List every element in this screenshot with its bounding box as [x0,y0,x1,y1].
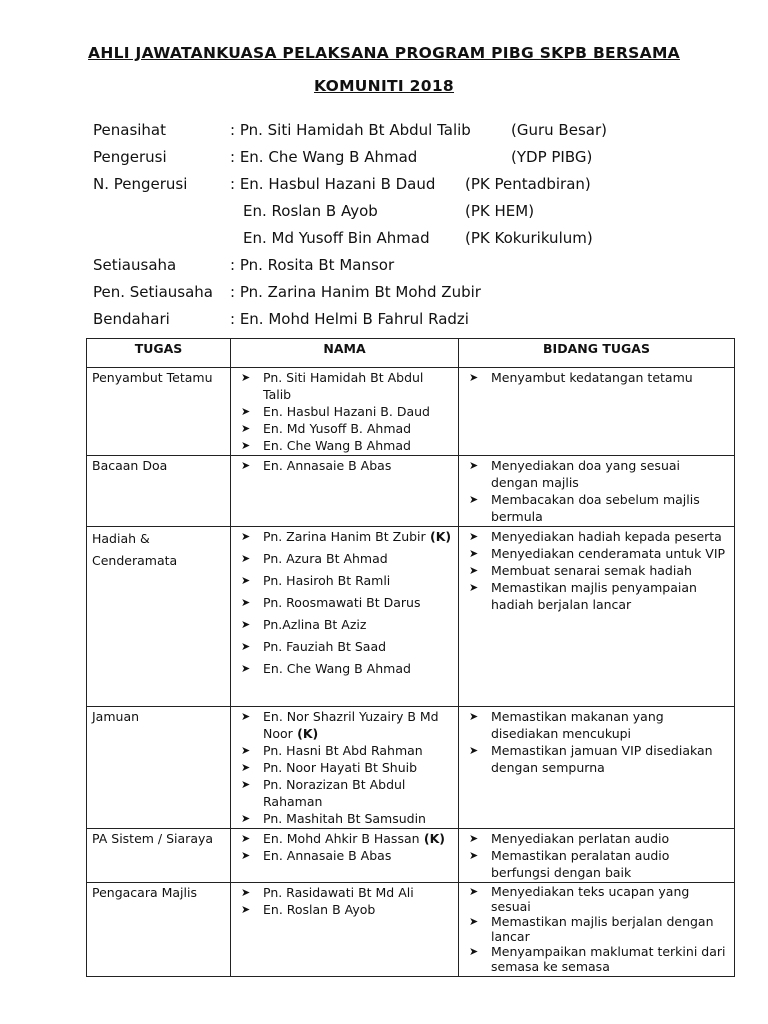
cell-bidang-tugas [459,829,735,883]
list-item-text: Menyediakan hadiah kepada peserta [491,529,722,544]
duty-list [464,708,729,776]
list-item [236,638,453,655]
arrow-bullet-icon: ➤ [469,945,479,958]
member-name: : En. Che Wang B Ahmad [230,148,418,166]
arrow-bullet-icon: ➤ [241,596,251,609]
table-row [87,368,735,456]
arrow-bullet-icon: ➤ [469,371,479,384]
cell-nama [231,707,459,829]
list-item-text: Menyediakan cenderamata untuk VIP [491,546,726,561]
list-item [236,616,453,633]
name-list [236,528,453,677]
list-item-text: En. Annasaie B Abas [263,848,392,863]
arrow-bullet-icon: ➤ [469,710,479,723]
document-title: AHLI JAWATANKUASA PELAKSANA PROGRAM PIBG SKPB BERSAMA [88,44,680,62]
arrow-bullet-icon: ➤ [469,493,479,506]
arrow-bullet-icon: ➤ [469,530,479,543]
list-item-text: En. Annasaie B Abas [263,458,392,473]
arrow-bullet-icon: ➤ [241,552,251,565]
duty-list [464,884,729,974]
role-label: Penasihat [93,121,167,139]
list-item-text: Pn. Fauziah Bt Saad [263,639,387,654]
list-item [236,572,453,589]
list-item [464,914,729,944]
list-item-text: Pn. Norazizan Bt Abdul Rahaman [263,777,406,809]
list-item [236,550,453,567]
list-item-text: Pn.Azlina Bt Aziz [263,617,367,632]
list-item [464,579,729,613]
member-note: (Guru Besar) [511,121,607,139]
list-item-text: Menyediakan doa yang sesuai dengan majlis [491,458,681,490]
arrow-bullet-icon: ➤ [241,761,251,774]
list-item-text: Memastikan makanan yang disediakan mencukupi [491,709,664,741]
role-label: Pen. Setiausaha [93,283,213,301]
name-list [236,830,453,864]
list-item-text: Memastikan majlis berjalan dengan lancar [491,914,714,944]
table-row [87,527,735,707]
table-row [87,883,735,977]
list-item [236,776,453,810]
cell-nama [231,527,459,707]
member-name: En. Roslan B Ayob [243,202,378,220]
list-item-text: Membacakan doa sebelum majlis bermula [491,492,700,524]
list-item [236,369,453,403]
arrow-bullet-icon: ➤ [469,581,479,594]
list-item [236,457,453,474]
duty-table [86,338,735,977]
row-n-pengerusi-2 [93,202,693,229]
list-item-text: Memastikan peralatan audio berfungsi dengan baik [491,848,670,880]
cell-tugas: PA Sistem / Siaraya [87,829,231,883]
cell-bidang-tugas [459,707,735,829]
cell-tugas: Pengacara Majlis [87,883,231,977]
row-bendahari [93,310,693,337]
cell-tugas: Jamuan [87,707,231,829]
coordinator-mark: (K) [419,831,446,846]
list-item [464,944,729,974]
arrow-bullet-icon: ➤ [241,405,251,418]
row-pen-setiausaha [93,283,693,310]
arrow-bullet-icon: ➤ [469,915,479,928]
list-item [236,708,453,742]
document-subtitle: KOMUNITI 2018 [313,77,455,95]
arrow-bullet-icon: ➤ [241,574,251,587]
list-item-text: En. Che Wang B Ahmad [263,661,411,676]
list-item [464,708,729,742]
coordinator-mark: (K) [425,529,452,544]
duty-list [464,528,729,613]
role-label: Bendahari [93,310,170,328]
role-label: N. Pengerusi [93,175,188,193]
member-name: : Pn. Siti Hamidah Bt Abdul Talib [230,121,471,139]
arrow-bullet-icon: ➤ [241,459,251,472]
list-item [236,901,453,918]
list-item [236,759,453,776]
list-item-text: Memastikan jamuan VIP disediakan dengan sempurna [491,743,713,775]
arrow-bullet-icon: ➤ [241,710,251,723]
list-item [236,810,453,827]
name-list [236,457,453,474]
list-item [236,742,453,759]
cell-nama [231,456,459,527]
name-list [236,369,453,454]
member-name: : Pn. Rosita Bt Mansor [230,256,395,274]
cell-bidang-tugas [459,883,735,977]
list-item [236,528,453,545]
arrow-bullet-icon: ➤ [469,832,479,845]
arrow-bullet-icon: ➤ [241,903,251,916]
arrow-bullet-icon: ➤ [241,662,251,675]
arrow-bullet-icon: ➤ [469,885,479,898]
list-item-text: Menyambut kedatangan tetamu [491,370,693,385]
arrow-bullet-icon: ➤ [241,744,251,757]
list-item [464,562,729,579]
member-note: (PK Pentadbiran) [465,175,591,193]
header-nama: NAMA [231,339,459,368]
list-item-text: En. Roslan B Ayob [263,902,376,917]
arrow-bullet-icon: ➤ [241,618,251,631]
list-item [464,545,729,562]
list-item-text: Pn. Zarina Hanim Bt Zubir [263,529,426,544]
list-item-text: Pn. Noor Hayati Bt Shuib [263,760,418,775]
member-note: (PK Kokurikulum) [465,229,593,247]
duty-list [464,369,729,386]
name-list [236,708,453,827]
list-item [236,847,453,864]
arrow-bullet-icon: ➤ [469,564,479,577]
list-item-text: En. Nor Shazril Yuzairy B Md Noor [263,709,439,741]
role-label: Pengerusi [93,148,167,166]
member-name: : En. Hasbul Hazani B Daud [230,175,436,193]
list-item [236,830,453,847]
name-list [236,884,453,918]
arrow-bullet-icon: ➤ [241,422,251,435]
row-setiausaha [93,256,693,283]
row-n-pengerusi [93,175,693,202]
member-name: : En. Mohd Helmi B Fahrul Radzi [230,310,469,328]
arrow-bullet-icon: ➤ [241,439,251,452]
arrow-bullet-icon: ➤ [241,640,251,653]
arrow-bullet-icon: ➤ [241,832,251,845]
member-note: (PK HEM) [465,202,535,220]
list-item [464,884,729,914]
cell-bidang-tugas [459,527,735,707]
list-item [464,830,729,847]
cell-bidang-tugas [459,456,735,527]
arrow-bullet-icon: ➤ [469,547,479,560]
list-item-text: Menyampaikan maklumat terkini dari semasa ke semasa [491,944,726,974]
list-item-text: En. Hasbul Hazani B. Daud [263,404,430,419]
list-item-text: Pn. Rasidawati Bt Md Ali [263,885,414,900]
list-item [464,742,729,776]
cell-tugas: Penyambut Tetamu [87,368,231,456]
arrow-bullet-icon: ➤ [241,530,251,543]
list-item-text: Pn. Roosmawati Bt Darus [263,595,421,610]
list-item [236,660,453,677]
arrow-bullet-icon: ➤ [469,744,479,757]
list-item-text: Pn. Hasiroh Bt Ramli [263,573,391,588]
list-item-text: Pn. Azura Bt Ahmad [263,551,388,566]
list-item-text: Menyediakan perlatan audio [491,831,670,846]
header-tugas: TUGAS [87,339,231,368]
list-item [464,369,729,386]
arrow-bullet-icon: ➤ [241,849,251,862]
list-item-text: Pn. Hasni Bt Abd Rahman [263,743,423,758]
list-item [236,884,453,901]
list-item-text: En. Mohd Ahkir B Hassan [263,831,420,846]
list-item [236,403,453,420]
coordinator-mark: (K) [292,726,319,741]
list-item [464,491,729,525]
table-header-row [87,339,735,368]
list-item-text: Memastikan majlis penyampaian hadiah berjalan lancar [491,580,697,612]
arrow-bullet-icon: ➤ [241,371,251,384]
list-item [236,437,453,454]
table-row [87,829,735,883]
list-item [236,420,453,437]
cell-nama [231,368,459,456]
list-item [464,528,729,545]
cell-nama [231,883,459,977]
list-item-text: Menyediakan teks ucapan yang sesuai [491,884,690,914]
duty-list [464,457,729,525]
member-note: (YDP PIBG) [511,148,593,166]
row-pengerusi [93,148,693,175]
cell-tugas: Hadiah & Cenderamata [87,527,231,707]
list-item-text: En. Md Yusoff B. Ahmad [263,421,412,436]
arrow-bullet-icon: ➤ [469,459,479,472]
role-label: Setiausaha [93,256,177,274]
arrow-bullet-icon: ➤ [241,886,251,899]
member-name: En. Md Yusoff Bin Ahmad [243,229,430,247]
committee-list [93,121,693,337]
cell-bidang-tugas [459,368,735,456]
duty-list [464,830,729,881]
table-row [87,707,735,829]
list-item [464,457,729,491]
row-penasihat [93,121,693,148]
list-item-text: Pn. Mashitah Bt Samsudin [263,811,426,826]
table-row [87,456,735,527]
cell-nama [231,829,459,883]
list-item-text: Membuat senarai semak hadiah [491,563,692,578]
member-name: : Pn. Zarina Hanim Bt Mohd Zubir [230,283,481,301]
header-bidang-tugas: BIDANG TUGAS [459,339,735,368]
arrow-bullet-icon: ➤ [241,812,251,825]
cell-tugas: Bacaan Doa [87,456,231,527]
list-item [236,594,453,611]
row-n-pengerusi-3 [93,229,693,256]
list-item [464,847,729,881]
list-item-text: En. Che Wang B Ahmad [263,438,411,453]
arrow-bullet-icon: ➤ [241,778,251,791]
arrow-bullet-icon: ➤ [469,849,479,862]
list-item-text: Pn. Siti Hamidah Bt Abdul Talib [263,370,424,402]
